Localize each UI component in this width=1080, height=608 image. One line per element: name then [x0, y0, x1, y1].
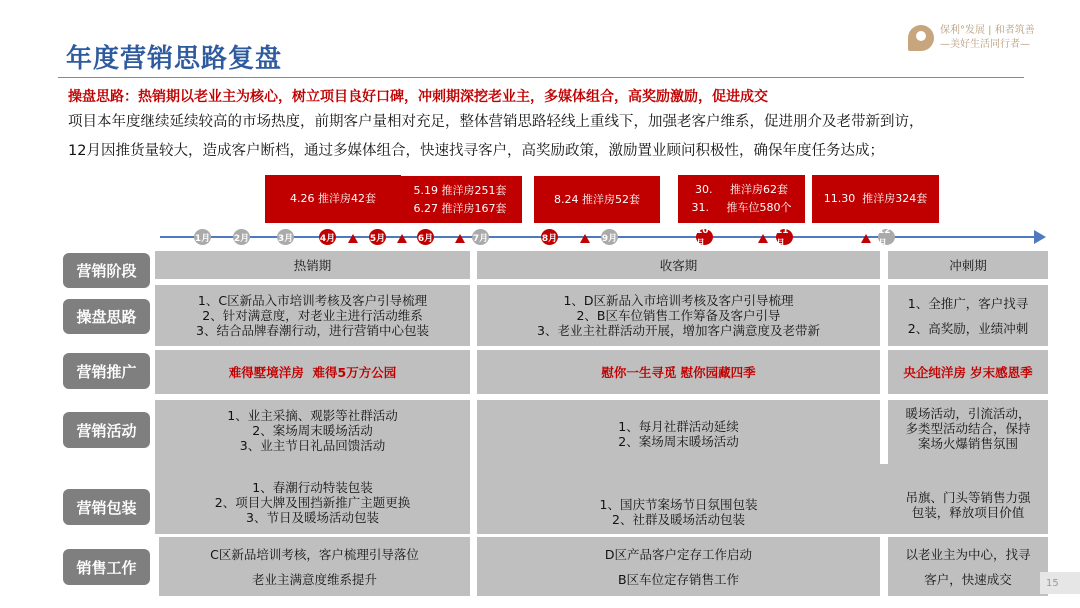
month-marker: 12月: [878, 229, 895, 245]
cell-line: 多类型活动结合，保持: [905, 421, 1031, 436]
stage-cell-collect: [477, 251, 880, 279]
cell-line: B区车位定存销售工作: [617, 571, 740, 587]
cell-line: 3、老业主社群活动开展，增加客户满意度及老带新: [537, 323, 820, 338]
event-box-aug: [534, 176, 660, 223]
activities-packaging-cell-sprint: [888, 400, 1048, 534]
promotion-slogan: 央企纯洋房 岁末感恩季: [903, 364, 1033, 380]
event-line: 4.26 推洋房42套: [290, 192, 376, 205]
activities-packaging-cell-collect: [477, 400, 888, 534]
cell-line: 吊旗、门头等销售力强: [905, 490, 1031, 505]
brand-logo: [908, 24, 1035, 52]
event-box-apr: [265, 175, 401, 223]
cell-line: 3、结合品牌春潮行动，进行营销中心包装: [196, 323, 429, 338]
cell-line: 1、春潮行动特装包装: [252, 480, 373, 495]
month-marker: 8月: [541, 229, 558, 245]
cell-line: 老业主满意度维系提升: [251, 571, 377, 587]
row-label-activities: 营销活动: [63, 412, 150, 448]
cell-line: C区新品培训考核，客户梳理引导落位: [210, 546, 419, 562]
page-title: 年度营销思路复盘: [66, 44, 283, 74]
cell-line: 1、国庆节案场节日氛围包装: [599, 497, 758, 512]
logo-text-line1: 保利°发展 | 和者筑善: [940, 25, 1035, 36]
cell-line: 2、社群及暖场活动包装: [612, 512, 745, 527]
strategy-lead: 操盘思路：热销期以老业主为核心，树立项目良好口碑，冲刺期深挖老业主，多媒体组合，高奖励激励，促进成交: [68, 89, 768, 105]
event-box-may-jun: [398, 176, 522, 223]
triangle-marker-icon: [455, 234, 465, 243]
cell-line: 3、节日及暖场活动包装: [246, 510, 379, 525]
month-marker: 7月: [472, 229, 489, 245]
stage-label: 热销期: [293, 257, 332, 273]
month-marker: 2月: [233, 229, 250, 245]
cell-line: 2、案场周末暖场活动: [618, 434, 739, 449]
month-marker: 6月: [417, 229, 434, 245]
stage-label: 收客期: [659, 257, 698, 273]
row-label-promotion: 营销推广: [63, 353, 150, 389]
summary-paragraph-1: 项目本年度继续延续较高的市场热度，前期客户量相对充足，整体营销思路轻线上重线下，加强老客户维系，促进朋介及老带新到访，: [68, 114, 924, 130]
month-marker: 1月: [194, 229, 211, 245]
month-marker: 5月: [369, 229, 386, 245]
event-line: 31. 推车位580个: [691, 201, 792, 214]
triangle-marker-icon: [758, 234, 768, 243]
promotion-slogan: 慰你一生寻觅 慰你园藏四季: [601, 364, 756, 380]
cell-line: 1、D区新品入市培训考核及客户引导梳理: [563, 293, 794, 308]
cell-line: 2、案场周末暖场活动: [252, 423, 373, 438]
activities-packaging-cell-hot: [155, 400, 470, 534]
cell-line: 1、业主采摘、观影等社群活动: [227, 408, 398, 423]
month-marker: 11月: [776, 229, 793, 245]
page-number: 15: [1040, 572, 1080, 594]
stage-cell-sprint: [888, 251, 1048, 279]
cell-line: 2、高奖励，业绩冲刺: [907, 320, 1029, 336]
event-line: 5.19 推洋房251套: [413, 183, 507, 197]
triangle-marker-icon: [348, 234, 358, 243]
cell-line: 包装，释放项目价值: [911, 505, 1025, 520]
cell-line: 2、针对满意度，对老业主进行活动维系: [202, 308, 423, 323]
month-marker: 4月: [319, 229, 336, 245]
month-marker: 10月: [696, 229, 713, 245]
cell-line: D区产品客户定存工作启动: [604, 546, 753, 562]
cell-line: 以老业主为中心，找寻: [905, 546, 1031, 562]
cell-line: 1、每月社群活动延续: [618, 419, 739, 434]
cell-line: 1、全推广，客户找寻: [907, 295, 1029, 311]
cell-line: 案场火爆销售氛围: [917, 436, 1018, 451]
event-line: 8.24 推洋房52套: [554, 192, 640, 206]
logo-icon: [908, 25, 934, 51]
row-label-strategy: 操盘思路: [63, 299, 150, 334]
triangle-marker-icon: [861, 234, 871, 243]
event-box-nov: [812, 175, 939, 223]
stage-cell-hot: [155, 251, 470, 279]
sales-cell-collect: [477, 537, 880, 596]
cell-line: 3、业主节日礼品回馈活动: [239, 438, 386, 453]
summary-paragraph-2: 12月因推货量较大，造成客户断档，通过多媒体组合，快速找寻客户，高奖励政策，激励置业顾问积极性，确保年度任务达成；: [68, 143, 884, 159]
row-label-stage: 营销阶段: [63, 253, 150, 288]
cell-gap: [880, 400, 888, 464]
cell-line: 2、项目大牌及围挡新推广主题更换: [214, 495, 411, 510]
month-marker: 9月: [601, 229, 618, 245]
arrow-right-icon: [1034, 230, 1046, 244]
triangle-marker-icon: [397, 234, 407, 243]
month-marker: 3月: [277, 229, 294, 245]
cell-line: 客户，快速成交: [924, 571, 1012, 587]
event-box-oct: [678, 175, 805, 223]
event-line: 11.30 推洋房324套: [823, 192, 928, 205]
strategy-cell-collect: [477, 285, 880, 346]
sales-cell-sprint: [888, 537, 1048, 596]
row-label-packaging: 营销包装: [63, 489, 150, 525]
promotion-cell-sprint: [888, 350, 1048, 394]
stage-label: 冲刺期: [949, 257, 987, 273]
logo-text-line2: —美好生活同行者—: [940, 39, 1030, 50]
event-line: 30. 推洋房62套: [695, 183, 788, 196]
strategy-cell-hot: [155, 285, 470, 346]
promotion-cell-hot: [155, 350, 470, 394]
event-line: 6.27 推洋房167套: [413, 201, 507, 215]
row-label-sales: 销售工作: [63, 549, 150, 585]
triangle-marker-icon: [580, 234, 590, 243]
cell-line: 1、C区新品入市培训考核及客户引导梳理: [197, 293, 428, 308]
sales-cell-hot: [159, 537, 470, 596]
strategy-cell-sprint: [888, 285, 1048, 346]
cell-line: 2、B区车位销售工作筹备及客户引导: [576, 308, 781, 323]
promotion-cell-collect: [477, 350, 880, 394]
cell-line: 暖场活动，引流活动，: [905, 406, 1031, 421]
title-divider: [58, 77, 1024, 78]
promotion-slogan: 难得墅境洋房 难得5万方公园: [228, 364, 397, 380]
